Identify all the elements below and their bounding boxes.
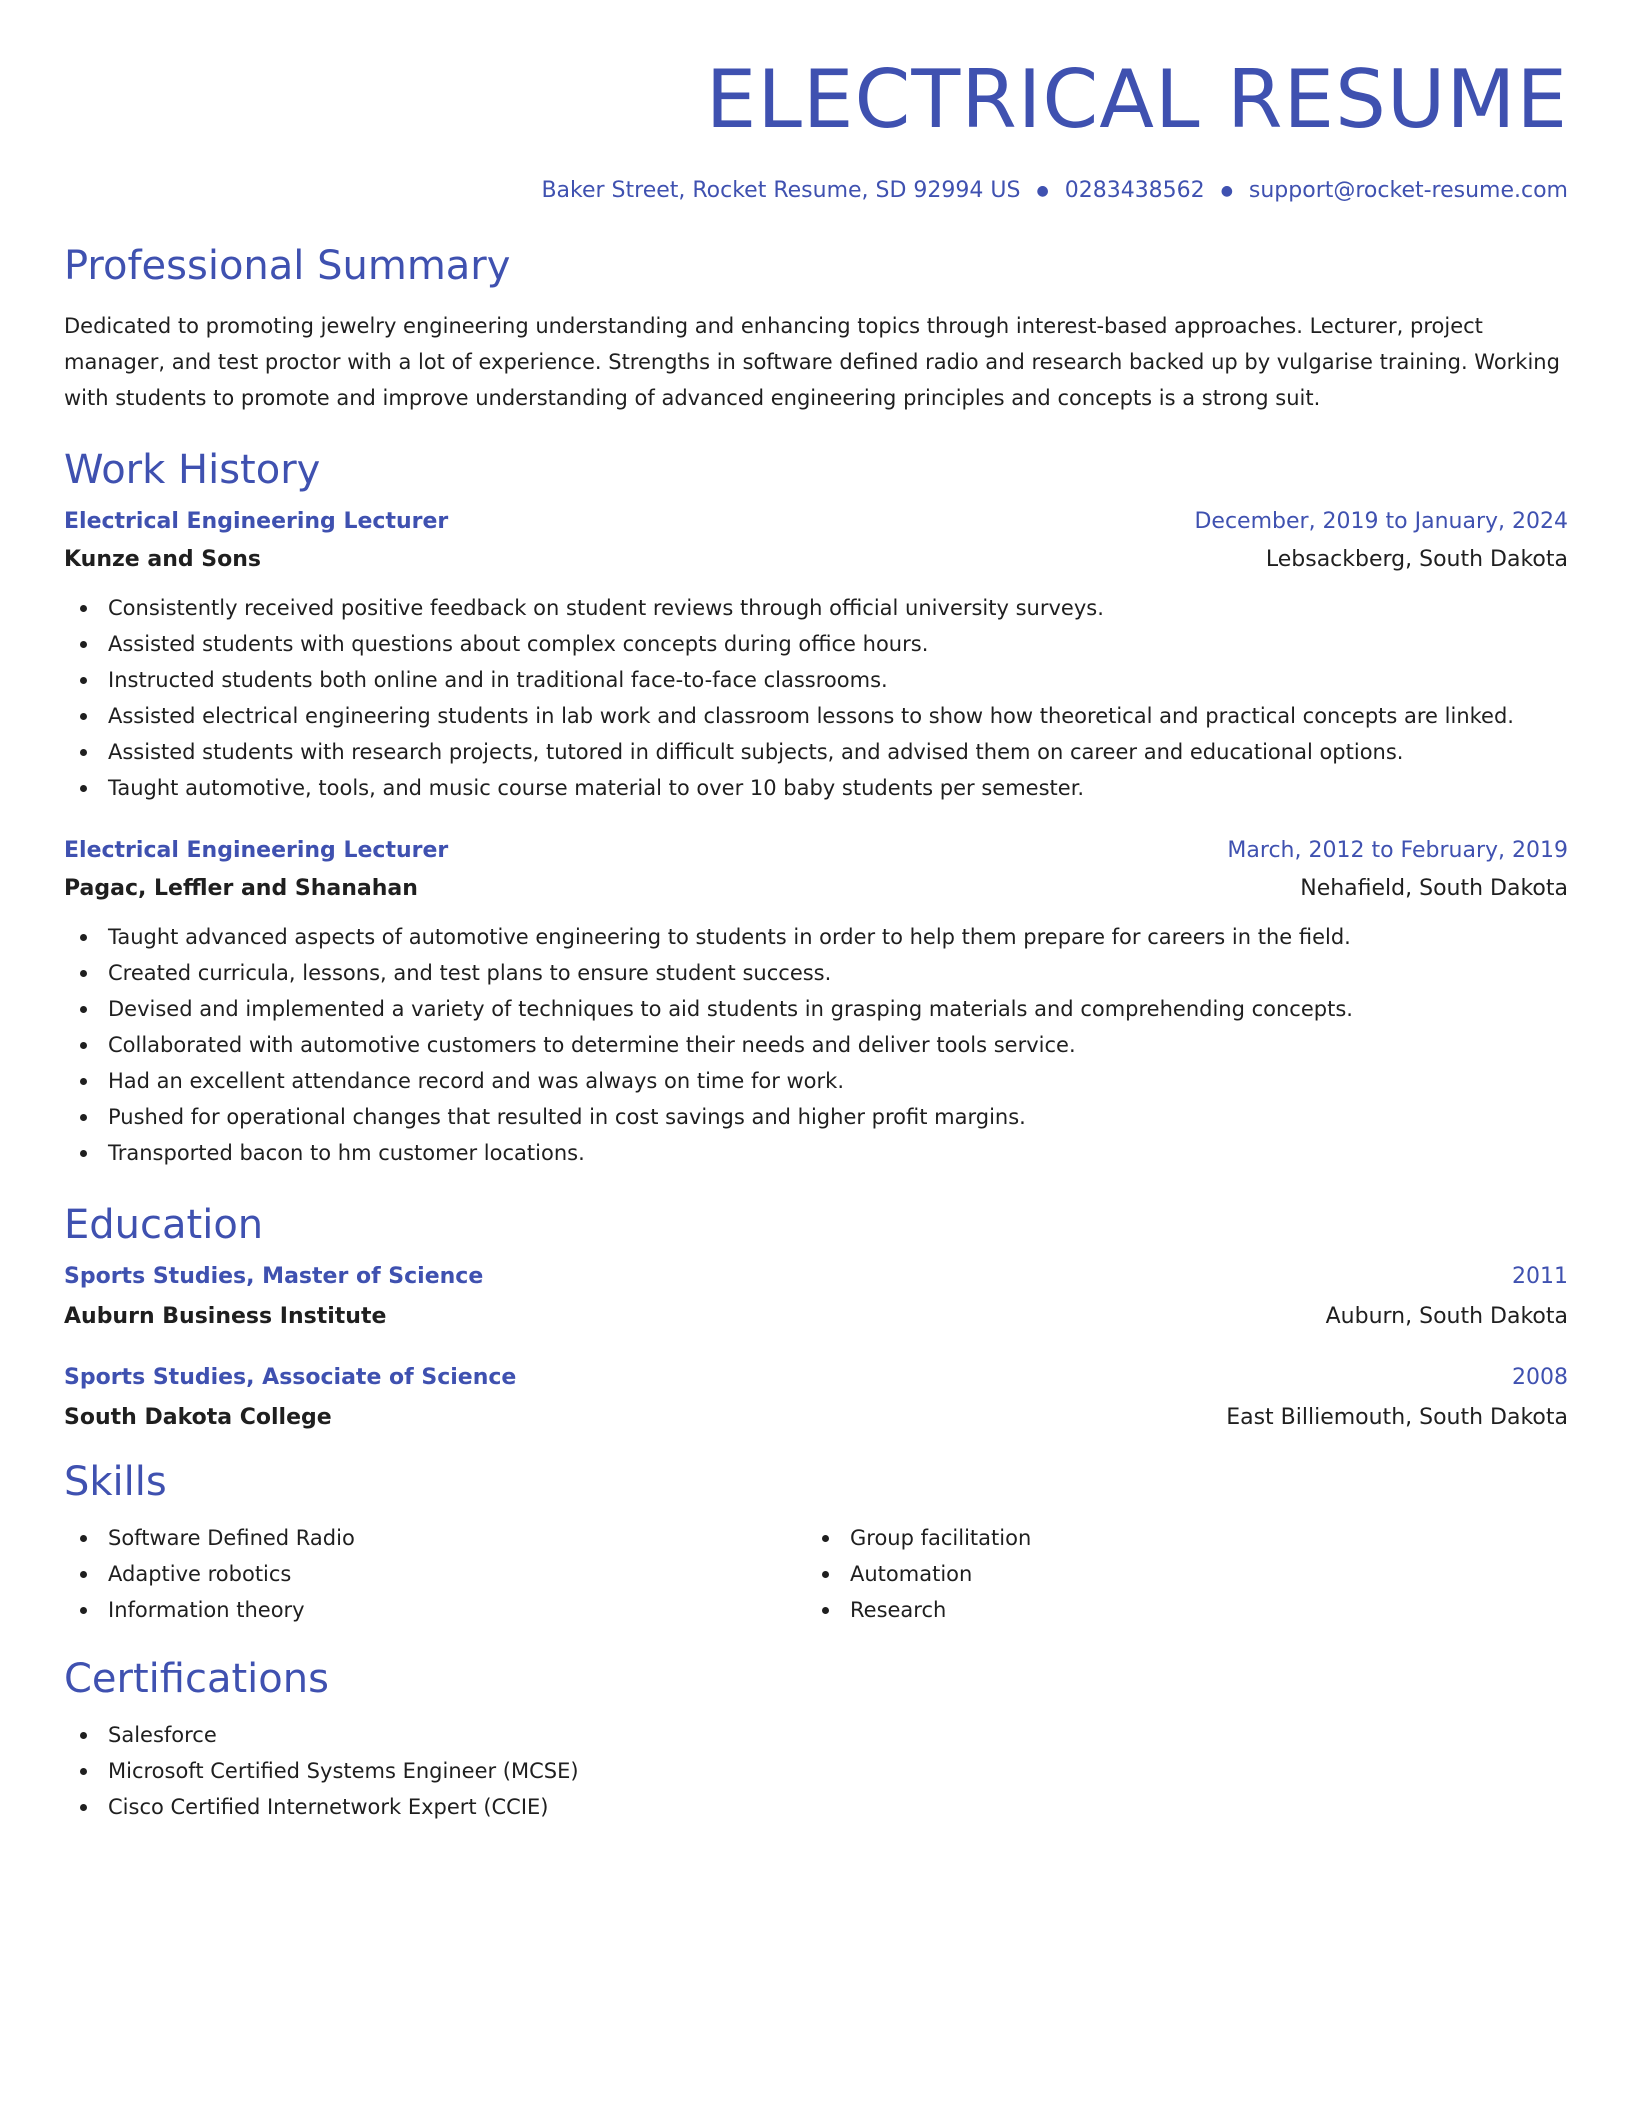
summary-text: Dedicated to promoting jewelry engineering understanding and enhancing topics through interest-based approaches. Lecturer, project manager, and test proctor with a lot of experience. Strengths in software defined radio and research backed up by vulgarise training. Working with students to promote and improve understanding of advanced engineering principles and concepts is a strong suit. [64, 314, 1560, 410]
education-header [64, 1363, 1568, 1393]
education-entry [64, 1363, 1568, 1433]
education-year: 2011 [1512, 1264, 1568, 1289]
job-entry [64, 507, 1568, 806]
list-item: Research [806, 1592, 1548, 1628]
resume-page [64, 0, 1568, 1825]
job-role: Electrical Engineering Lecturer [64, 838, 449, 863]
education-location: East Billiemouth, South Dakota [1226, 1405, 1568, 1430]
separator-dot: ● [1036, 183, 1049, 199]
job-header [64, 836, 1568, 866]
education-subheader [64, 1302, 1568, 1332]
job-header [64, 507, 1568, 537]
list-item: Assisted students with research projects, tutored in difficult subjects, and advised them on career and educational options. [64, 734, 1568, 770]
list-item: Had an excellent attendance record and was always on time for work. [64, 1063, 1568, 1099]
education-school: Auburn Business Institute [64, 1304, 387, 1329]
contact-line [64, 176, 1568, 206]
job-subheader [64, 874, 1568, 904]
job-location: Lebsackberg, South Dakota [1265, 547, 1568, 572]
list-item: Assisted students with questions about complex concepts during office hours. [64, 626, 1568, 662]
skills-list [806, 1520, 1548, 1628]
contact-phone: 0283438562 [1064, 178, 1205, 203]
list-item: Software Defined Radio [64, 1520, 806, 1556]
education-entry [64, 1262, 1568, 1332]
list-item: Group facilitation [806, 1520, 1548, 1556]
job-dates: December, 2019 to January, 2024 [1194, 509, 1568, 534]
job-company: Pagac, Leffler and Shanahan [64, 876, 418, 901]
contact-email[interactable]: support@rocket-resume.com [1248, 178, 1568, 203]
education-subheader [64, 1403, 1568, 1433]
job-location: Nehafield, South Dakota [1300, 876, 1568, 901]
job-bullets [64, 590, 1568, 806]
list-item: Automation [806, 1556, 1548, 1592]
list-item: Salesforce [64, 1717, 1568, 1753]
separator-dot: ● [1220, 183, 1233, 199]
education-year: 2008 [1512, 1365, 1568, 1390]
section-title-work: Work History [64, 447, 321, 493]
skills-list [64, 1520, 806, 1628]
list-item: Adaptive robotics [64, 1556, 806, 1592]
education-header [64, 1262, 1568, 1292]
contact-address: Baker Street, Rocket Resume, SD 92994 US [541, 178, 1021, 203]
education-school: South Dakota College [64, 1405, 332, 1430]
list-item: Taught advanced aspects of automotive engineering to students in order to help them prepare for careers in the field. [64, 919, 1568, 955]
list-item: Information theory [64, 1592, 806, 1628]
section-title-skills: Skills [64, 1459, 167, 1505]
education-location: Auburn, South Dakota [1325, 1304, 1568, 1329]
section-title-summary: Professional Summary [64, 243, 511, 289]
list-item: Created curricula, lessons, and test plans to ensure student success. [64, 955, 1568, 991]
section-title-education: Education [64, 1202, 264, 1248]
education-degree: Sports Studies, Master of Science [64, 1264, 484, 1289]
list-item: Transported bacon to hm customer locations. [64, 1135, 1568, 1171]
education-degree: Sports Studies, Associate of Science [64, 1365, 517, 1390]
list-item: Devised and implemented a variety of techniques to aid students in grasping materials and comprehending concepts. [64, 991, 1568, 1027]
list-item: Assisted electrical engineering students in lab work and classroom lessons to show how theoretical and practical concepts are linked. [64, 698, 1568, 734]
list-item: Taught automotive, tools, and music course material to over 10 baby students per semester. [64, 770, 1568, 806]
skills-grid [64, 1520, 1568, 1628]
certifications-list [64, 1717, 1568, 1825]
job-subheader [64, 545, 1568, 575]
skills-column-right [806, 1520, 1548, 1628]
list-item: Instructed students both online and in traditional face-to-face classrooms. [64, 662, 1568, 698]
job-bullets [64, 919, 1568, 1171]
job-entry [64, 836, 1568, 1171]
list-item: Microsoft Certified Systems Engineer (MCSE) [64, 1753, 1568, 1789]
list-item: Collaborated with automotive customers to determine their needs and deliver tools service. [64, 1027, 1568, 1063]
list-item: Cisco Certified Internetwork Expert (CCIE) [64, 1789, 1568, 1825]
skills-column-left [64, 1520, 806, 1628]
list-item: Pushed for operational changes that resulted in cost savings and higher profit margins. [64, 1099, 1568, 1135]
section-title-certifications: Certifications [64, 1656, 329, 1702]
list-item: Consistently received positive feedback on student reviews through official university surveys. [64, 590, 1568, 626]
job-role: Electrical Engineering Lecturer [64, 509, 449, 534]
job-company: Kunze and Sons [64, 547, 262, 572]
job-dates: March, 2012 to February, 2019 [1227, 838, 1568, 863]
resume-title: ELECTRICAL RESUME [705, 53, 1568, 146]
